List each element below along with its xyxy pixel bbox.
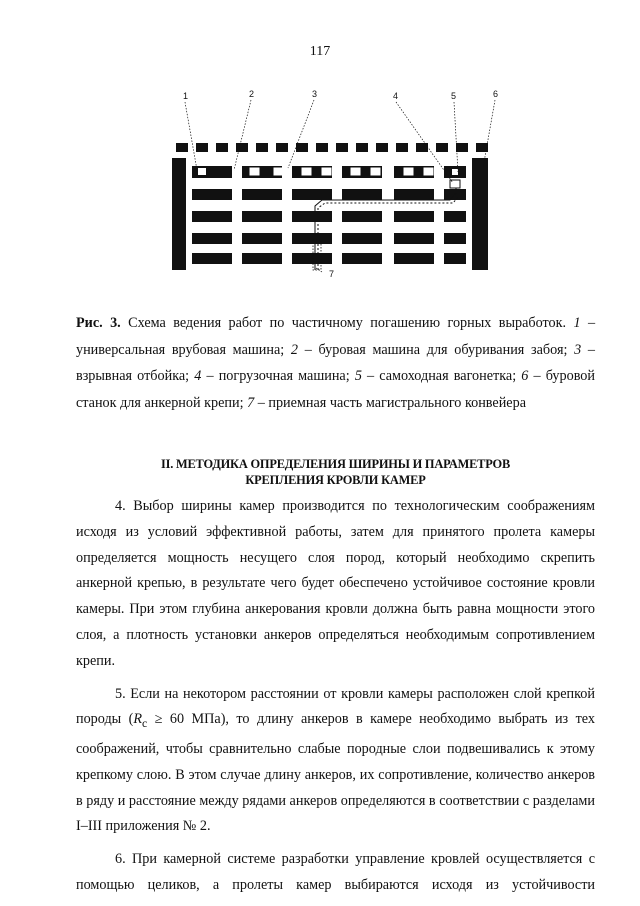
section-heading <box>76 456 595 488</box>
pillar <box>192 233 232 244</box>
roof-dash-segment <box>316 143 328 152</box>
section-heading-line: КРЕПЛЕНИЯ КРОВЛИ КАМЕР <box>245 473 426 487</box>
pillar <box>394 233 434 244</box>
caption-title: Схема ведения работ по частичному погашению горных выработок. <box>120 315 567 331</box>
caption-item-text: – буровая машина для обуривания забоя; <box>298 341 575 358</box>
equipment-mark <box>274 168 283 175</box>
pillar <box>242 189 282 200</box>
paragraph-5 <box>76 682 595 841</box>
strength-symbol: R <box>133 711 143 728</box>
roof-dash-segment <box>216 143 228 152</box>
page-number: 117 <box>309 44 331 59</box>
roof-dash-segment <box>296 143 308 152</box>
pillar <box>242 211 282 222</box>
caption-item-num: 6 <box>521 368 529 384</box>
equipment-mark <box>302 168 311 175</box>
callout-label-3: 3 <box>312 89 318 99</box>
pillar <box>394 211 434 222</box>
caption-item-text: – приемная часть магистрального конвейера <box>254 394 526 411</box>
transport-route <box>315 184 456 270</box>
caption-item-num: 2 <box>290 341 298 358</box>
equipment-mark <box>322 168 331 175</box>
pillar <box>292 189 332 200</box>
equipment-mark <box>404 168 413 175</box>
pillar <box>394 189 434 200</box>
caption-item-num: 5 <box>354 368 362 384</box>
pillar <box>394 253 434 264</box>
equipment-mark <box>351 168 360 175</box>
paragraph-6: 6. При камерной системе разработки управление кровлей осуществляется с помощью целиков, а пролеты камер выбираются исходя из устойчивости <box>76 851 595 893</box>
pillar <box>192 253 232 264</box>
caption-item-text: – самоходная вагонетка; <box>361 368 522 384</box>
callout-label-4: 4 <box>393 91 399 101</box>
callout-leader-line <box>288 100 314 168</box>
caption-item-num: 3 <box>574 341 582 358</box>
roof-dash-segment <box>196 143 208 152</box>
section-heading-line: II. МЕТОДИКА ОПРЕДЕЛЕНИЯ ШИРИНЫ И ПАРАМЕТРОВ <box>160 457 511 471</box>
roof-dash-segment <box>376 143 388 152</box>
pillar <box>192 189 232 200</box>
roof-dash-segment <box>276 143 288 152</box>
roof-dash-segment <box>436 143 448 152</box>
pillar <box>192 211 232 222</box>
equipment-mark <box>371 168 380 175</box>
pillar <box>342 233 382 244</box>
callout-label-7: 7 <box>329 269 335 279</box>
callout-label-2: 2 <box>249 89 255 99</box>
right-wall <box>472 158 488 270</box>
caption-item-num: 7 <box>247 394 255 411</box>
callout-leader-line <box>454 102 458 172</box>
strength-subscript: c <box>142 716 148 731</box>
pillar <box>292 233 332 244</box>
equipment-mark <box>424 168 433 175</box>
mine-workings-diagram <box>150 88 510 288</box>
pillar <box>342 253 382 264</box>
caption-item-num: 1 <box>573 315 581 331</box>
paragraph-4: 4. Выбор ширины камер производится по технологическим соображениям исходя из условий эффективной работы, затем для принятого пролета камеры определяется мощность несущего слоя пород, который необходимо скрепить анкерной крепью, в результате чего будет обеспечено устойчивое состояние кровли камеры. При этом глубина анкерования кровли должна быть равна мощности этого слоя, а плотность установки анкеров определяться необходимым сопротивлением крепи. <box>76 498 595 669</box>
roof-dash-segment <box>456 143 468 152</box>
pillar <box>444 233 466 244</box>
diagram-shapes <box>172 100 495 272</box>
transport-route-dashed <box>318 184 459 270</box>
pillar <box>444 253 466 264</box>
callout-label-5: 5 <box>451 91 457 101</box>
left-wall <box>172 158 186 270</box>
callout-label-1: 1 <box>183 91 189 101</box>
caption-item-text: – взрывная отбойка; <box>76 341 596 384</box>
roof-dash-segment <box>236 143 248 152</box>
caption-label: Рис. 3. <box>76 315 121 331</box>
callout-leader-line <box>483 100 495 168</box>
callout-label-6: 6 <box>493 89 499 99</box>
caption-item-num: 4 <box>194 368 202 384</box>
roof-dash-segment <box>336 143 348 152</box>
pillar <box>342 211 382 222</box>
caption-item-text: – универсальная врубовая машина; <box>76 315 596 358</box>
body-text <box>76 494 595 906</box>
caption-item-text: – погрузочная машина; <box>201 368 355 384</box>
roof-dash-segment <box>356 143 368 152</box>
cutting-machine-mark <box>198 168 206 175</box>
callout-leader-line <box>185 102 197 170</box>
pillar <box>292 211 332 222</box>
roof-dash-segment <box>256 143 268 152</box>
caption-item-text: – буровой станок для анкерной крепи; <box>76 368 595 411</box>
figure-caption <box>76 310 595 416</box>
pillar <box>242 233 282 244</box>
paragraph-5-start: 5. Если на некотором расстоянии от кровли камеры расположен слой крепкой породы ( <box>76 685 595 728</box>
pillar <box>242 253 282 264</box>
callout-leader-line <box>234 100 251 170</box>
roof-dash-segment <box>396 143 408 152</box>
anchor-drill-mark <box>452 169 458 175</box>
pillar <box>444 211 466 222</box>
pillar <box>292 253 332 264</box>
paragraph-5-end: ≥ 60 МПа), то длину анкеров в камере необходимо выбрать из тех соображений, чтобы сравнительно слабые породные слои подвешивались к этому крепкому слою. В этом случае длину анкеров, их сопротивление, количество анкеров в ряду и расстояние между рядами анкеров определяются в соответствии с разделами I–III приложения № 2. <box>76 711 595 835</box>
roof-dash-segment <box>176 143 188 152</box>
pillar <box>342 189 382 200</box>
equipment-mark <box>250 168 259 175</box>
